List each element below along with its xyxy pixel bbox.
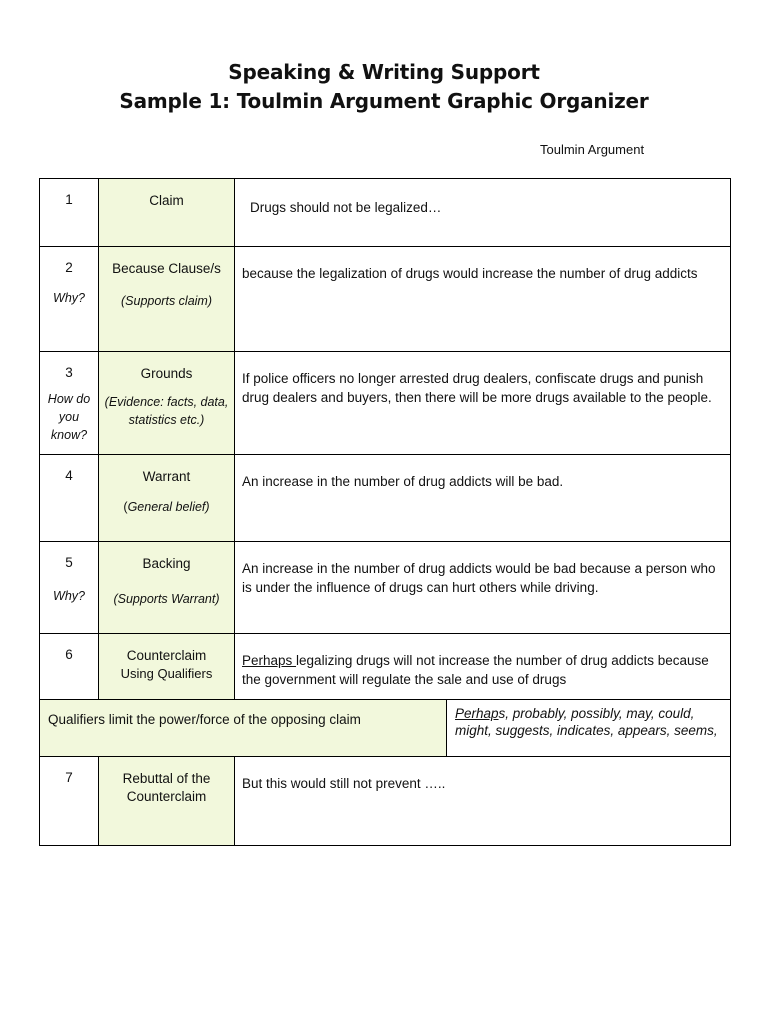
table-row	[40, 179, 731, 247]
row-label-sub: Using Qualifiers	[120, 666, 213, 681]
row-label: Grounds (Evidence: facts, data, statistics etc.)	[99, 352, 235, 455]
row-content: An increase in the number of drug addicts would be bad because a person who is under the influence of drugs can hurt others while driving.	[235, 542, 731, 634]
row-content: Perhaps legalizing drugs will not increase the number of drug addicts because the government will regulate the sale and use of drugs	[235, 634, 731, 700]
row-content: But this would still not prevent …..	[235, 757, 731, 846]
table-row	[40, 352, 731, 455]
row-label-sub: (Supports claim)	[121, 294, 212, 308]
row-content: If police officers no longer arrested drug dealers, confiscate drugs and punish drug dealers and buyers, then there will be more drugs available to the people.	[235, 352, 731, 455]
row-number: 2 Why?	[40, 247, 99, 352]
row-label: Rebuttal of the Counterclaim	[99, 757, 235, 846]
table-row	[40, 634, 731, 700]
row-number: 1	[40, 179, 99, 247]
row-question: How do you know?	[47, 392, 91, 442]
row-number: 3 How do you know?	[40, 352, 99, 455]
row-content: because the legalization of drugs would increase the number of drug addicts	[235, 247, 731, 352]
qualifiers-description: Qualifiers limit the power/force of the opposing claim	[40, 700, 447, 757]
qualifiers-list: Perhaps, probably, possibly, may, could, might, suggests, indicates, appears, seems,	[447, 700, 731, 757]
row-number: 7	[40, 757, 99, 846]
row-label-sub: (Evidence: facts, data, statistics etc.)	[104, 395, 229, 427]
table-row	[40, 247, 731, 352]
qualifiers-row	[40, 700, 731, 757]
table-row	[40, 757, 731, 846]
row-number: 6	[40, 634, 99, 700]
row-label: Counterclaim Using Qualifiers	[99, 634, 235, 700]
title-line-1: Speaking & Writing Support	[228, 60, 540, 84]
table-row	[40, 455, 731, 542]
table-row	[40, 542, 731, 634]
row-content: Drugs should not be legalized…	[235, 179, 731, 247]
row-label-sub: (Supports Warrant)	[113, 592, 220, 606]
row-question: Why?	[53, 589, 85, 603]
row-question: Why?	[53, 291, 85, 305]
toulmin-organizer-table	[39, 178, 731, 846]
row-label: Warrant (General belief)	[99, 455, 235, 542]
row-number: 4	[40, 455, 99, 542]
row-label-sub: (General belief)	[123, 500, 210, 514]
row-content: An increase in the number of drug addicts will be bad.	[235, 455, 731, 542]
row-label: Because Clause/s (Supports claim)	[99, 247, 235, 352]
title-line-2: Sample 1: Toulmin Argument Graphic Organizer	[119, 89, 649, 113]
row-number: 5 Why?	[40, 542, 99, 634]
row-label: Claim	[99, 179, 235, 247]
header-label: Toulmin Argument	[540, 142, 645, 157]
row-label: Backing (Supports Warrant)	[99, 542, 235, 634]
